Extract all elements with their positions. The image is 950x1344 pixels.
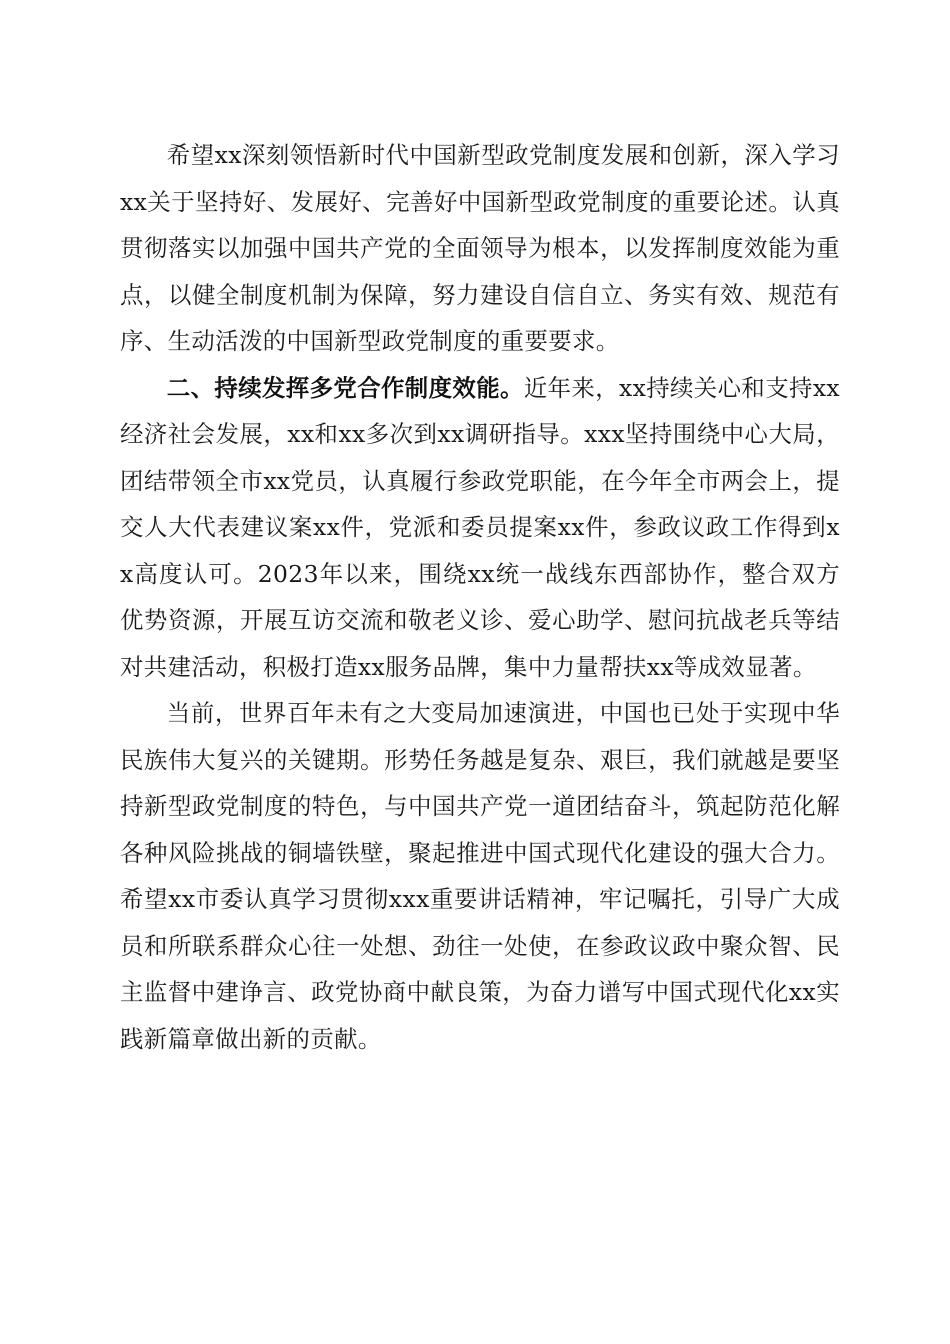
paragraph-3: [120, 690, 840, 1062]
paragraph-2: [120, 365, 840, 691]
section-heading: 二、持续发挥多党合作制度效能。: [166, 373, 524, 402]
paragraph-2-text: 近年来，xx持续关心和支持xx经济社会发展，xx和xx多次到xx调研指导。xxx坚持围绕中心大局，团结带领全市xx党员，认真履行参政党职能，在今年全市两会上，提交人大代表建议案xx件，党派和委员提案xx件，参政议政工作得到xx高度认可。2023年以来，围绕xx统一战线东西部协作，整合双方优势资源，开展互访交流和敬老义诊、爱心助学、慰问抗战老兵等结对共建活动，积极打造xx服务品牌，集中力量帮扶xx等成效显著。: [120, 373, 840, 681]
paragraph-1: [120, 132, 840, 365]
document-body: [120, 132, 840, 1062]
paragraph-3-text: 当前，世界百年未有之大变局加速演进，中国也已处于实现中华民族伟大复兴的关键期。形势任务越是复杂、艰巨，我们就越是要坚持新型政党制度的特色，与中国共产党一道团结奋斗，筑起防范化解各种风险挑战的铜墙铁壁，聚起推进中国式现代化建设的强大合力。希望xx市委认真学习贯彻xxx重要讲话精神，牢记嘱托，引导广大成员和所联系群众心往一处想、劲往一处使，在参政议政中聚众智、民主监督中建诤言、政党协商中献良策，为奋力谱写中国式现代化xx实践新篇章做出新的贡献。: [120, 699, 840, 1053]
paragraph-1-text: 希望xx深刻领悟新时代中国新型政党制度发展和创新，深入学习xx关于坚持好、发展好、完善好中国新型政党制度的重要论述。认真贯彻落实以加强中国共产党的全面领导为根本，以发挥制度效能为重点，以健全制度机制为保障，努力建设自信自立、务实有效、规范有序、生动活泼的中国新型政党制度的重要要求。: [120, 141, 840, 355]
